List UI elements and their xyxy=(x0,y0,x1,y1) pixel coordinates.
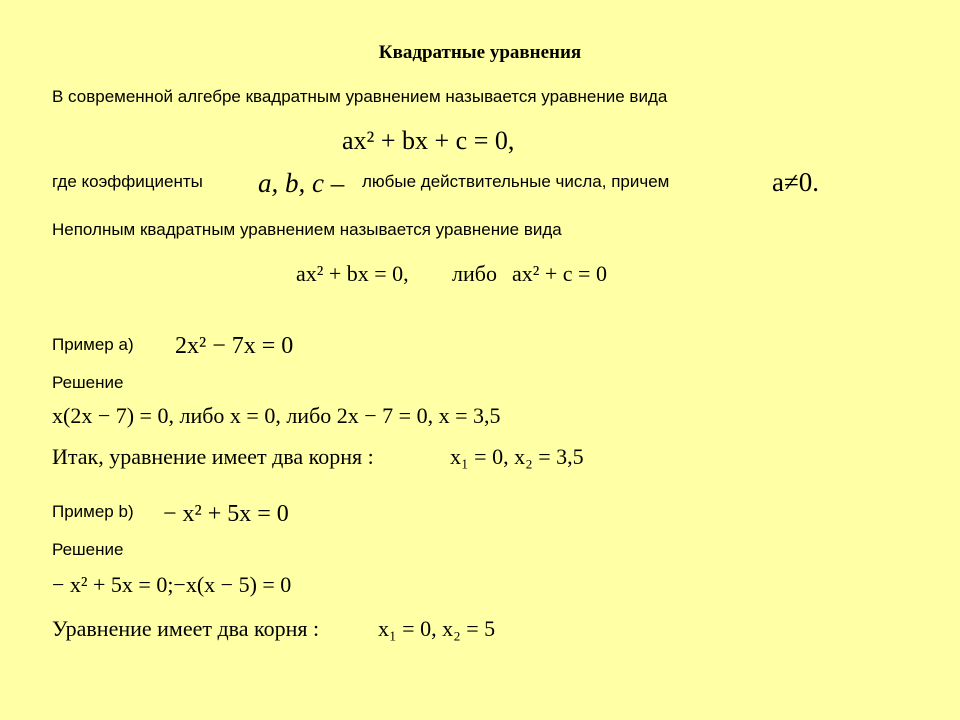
example-b-solution-label: Решение xyxy=(52,540,124,559)
incomplete-connector: либо xyxy=(452,261,497,286)
example-b-label: Пример b) xyxy=(52,502,134,521)
example-b-equation: − x² + 5x = 0 xyxy=(163,501,289,527)
coefficients-suffix: любые действительные числа, причем xyxy=(362,172,670,191)
example-a-label: Пример а) xyxy=(52,335,134,354)
incomplete-equation-1: ax² + bx = 0, xyxy=(296,261,409,286)
incomplete-equation-2: ax² + c = 0 xyxy=(512,261,607,286)
incomplete-definition-text: Неполным квадратным уравнением называется уравнение вида xyxy=(52,220,562,239)
coefficients-vars: a, b, c – xyxy=(258,168,345,198)
coefficient-condition: a≠0. xyxy=(772,167,820,197)
definition-text: В современной алгебре квадратным уравнением называется уравнение вида xyxy=(52,87,668,106)
example-b-roots: x₁ = 0, x₂ = 5 xyxy=(378,616,496,641)
example-a-roots: x₁ = 0, x₂ = 3,5 xyxy=(450,444,584,469)
example-a-conclusion: Итак, уравнение имеет два корня : xyxy=(52,444,374,469)
example-a-solution-steps: x(2x − 7) = 0, либо x = 0, либо 2x − 7 = 0, x = 3,5 xyxy=(52,403,501,428)
example-a-equation: 2x² − 7x = 0 xyxy=(175,333,294,359)
page-title: Квадратные уравнения xyxy=(378,42,582,63)
general-equation: ax² + bx + c = 0, xyxy=(342,126,515,155)
example-b-solution-steps: − x² + 5x = 0;−x(x − 5) = 0 xyxy=(52,572,292,597)
example-a-solution-label: Решение xyxy=(52,373,124,392)
example-b-conclusion: Уравнение имеет два корня : xyxy=(52,616,320,641)
coefficients-prefix: где коэффициенты xyxy=(52,172,203,191)
